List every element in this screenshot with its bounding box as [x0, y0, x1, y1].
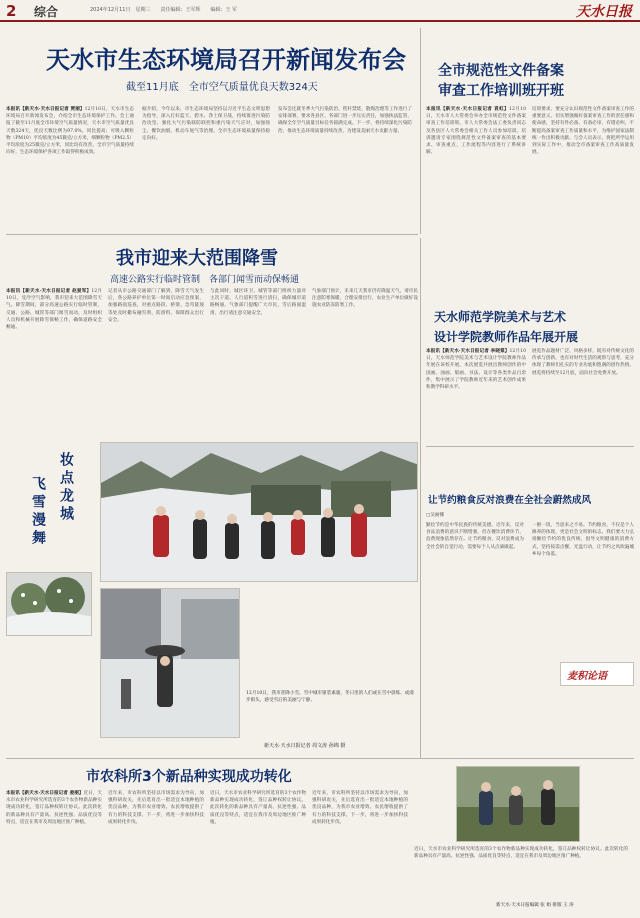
lead-body-col3: 发布会还就冬季大气污染防治、秸秆禁烧、散煤治理等工作进行了安排部署，要求各县区、各部门进一步压实责任，加强执法监管，确保全年空气质量目标任务圆满完成。下一步，将持续深化污染防治，推动生态环境质量持续改善，为建设美丽天水贡献力量。	[278, 107, 412, 134]
art-headline-line1: 天水师范学院美术与艺术	[434, 310, 567, 324]
editorial	[426, 450, 634, 758]
snow-photo-small-left	[6, 572, 92, 636]
column-badge-text: 麦积论语	[567, 671, 607, 682]
newspaper-logo: 天水日报	[576, 4, 632, 20]
editorial-body-col2: 一粥一饭，当思来之不易。节约粮食，不仅是个人修养的体现，更是社会文明的标志。我们要大力弘扬勤俭节约的优良传统，倡导文明健康的消费方式，坚持按需点餐、光盘行动，让节约之风吹遍城乡每个角落。	[532, 523, 634, 557]
agri-body-col2: 近年来，市农科所坚持以市场需求为导向，加强科研攻关，先后选育出一批适宜本地种植的优良品种，为我市农业增效、农民增收提供了有力的科技支撑。下一步，将进一步加快科技成果转化步伐。	[108, 791, 204, 825]
column-badge	[560, 662, 634, 686]
art-body-col1: 本报讯【新天水·天水日报记者 李晓棠】12月10日，天水师范学院美术与艺术设计学院教师作品年展在该校开展。本次展览共展出教师创作的中国画、油画、版画、书法、设计等各类作品百余件，集中展示了学院教师近年来的艺术创作成果和教学科研水平。	[426, 349, 526, 391]
issue-meta: 2024年12月11日 星期三 责任编辑：王军辉 编辑：王 军	[90, 7, 238, 13]
snow-photo-large	[100, 442, 418, 582]
divider-horizontal-3	[6, 758, 634, 759]
snow-body-col2: 记者从市公路交通部门了解到，降雪天气发生后，各公路养护单位第一时间启动应急预案，加强路面巡查，对重点路段、桥梁、急弯陡坡等处及时撒布融雪剂、防滑料，保障群众出行安全。	[108, 289, 204, 323]
divider-horizontal-2	[426, 446, 634, 447]
photo-credit: 新天水·天水日报记者 周文涛 孙锦 摄	[264, 743, 346, 749]
snow-photo-bottom	[100, 588, 240, 738]
masthead	[0, 0, 640, 22]
editorial-body-col1: 勤俭节约是中华民族的传统美德。近年来，反对食品浪费的意识不断增强，但在餐饮消费环节，浪费现象依然存在。让节约粮食、反对浪费成为全社会的自觉行动，需要每个人从点滴做起。	[426, 523, 524, 550]
page-credit: 新天水·天水日报编辑 张 娟 排版 王 涛	[496, 903, 574, 908]
lead-subhead: 截至11月底 全市空气质量优良天数324天	[126, 82, 318, 93]
snow-body-col1: 本报讯【新天水·天水日报记者 赵爱军】12月10日，受冷空气影响，我市迎来大范围降雪天气。降雪期间，部分高速公路实行临时管制，交通、公路、城管等部门闻雪而动，及时组织人员和机械开展除雪保畅工作，确保道路安全畅通。	[6, 289, 102, 331]
docs-body-col1: 本报讯【新天水·天水日报记者 袁虹】12月10日，天水市人大常委会举办全市规范性文件备案审查工作培训班。市人大常委会法工委负责同志及各县区人大常委会相关工作人员参加培训。培训邀请专家围绕规范性文件备案审查的基本要求、审查重点、工作流程等内容进行了系统讲解。	[426, 107, 526, 156]
verse-box	[6, 448, 94, 568]
divider-vertical-mid	[420, 238, 421, 758]
lead-body-col1: 本报讯【新天水·天水日报记者 贾丽】12月10日，天水市生态环境局召开新闻发布会，介绍全市生态环境保护工作。会上通报了截至11月底全市环境空气质量情况，天水市空气质量优良天数324天，优良天数比例为97.0%，同比提高；可吸入颗粒物（PM10）平均浓度为45微克/立方米，细颗粒物（PM2.5）平均浓度为25微克/立方米，同比均有改善。全市空气质量持续向好，生态环境保护各项工作取得积极成效。	[6, 107, 134, 156]
agri-body-col3: 近日，天水市农业科学研究所选育的3个农作物新品种实现成功转化，签订品种权转让协议。此次转化的新品种具有产量高、抗逆性强、品质优良等特点，适宜在我市及周边地区推广种植。	[210, 791, 306, 825]
snow-body-col4: 气象部门预计，未来几天我市仍有降温天气，请市民注意防寒保暖，合理安排出行，农业生产单位做好设施农业防冻防寒工作。	[312, 289, 418, 309]
agri-headline: 市农科所3个新品种实现成功转化	[86, 769, 292, 785]
page-number: 2	[6, 2, 17, 20]
lead-story	[6, 28, 416, 204]
editorial-headline: 让节约粮食反对浪费在全社会蔚然成风	[428, 495, 592, 506]
art-headline-line2: 设计学院教师作品年展开展	[434, 330, 579, 344]
agri-body-col5: 近日，天水市农业科学研究所选育的3个农作物新品种实现成功转化，签订品种权转让协议。此次转化的新品种具有产量高、抗逆性强、品质优良等特点，适宜在我市及周边地区推广种植。	[414, 847, 628, 860]
verse-right: 妆点龙城	[58, 452, 74, 524]
art-body-col2: 展览作品题材广泛、风格多样，既有对传统文化的传承与创新，也有对时代生活的观察与思考，充分体现了教师们扎实的专业功底和饱满的创作热情。展览将持续至12月底，面向社会免费开放。	[532, 349, 634, 376]
photo-caption: 12月10日，我市普降小雪。雪中城市银装素裹，冬日里的人们或在雪中晨练、或漫步街头，感受雪后的美丽与宁静。	[246, 691, 414, 703]
docs-headline-line2: 审查工作培训班开班	[438, 83, 564, 99]
agri-photo	[456, 766, 580, 842]
lead-body-col2: 据介绍，今年以来，市生态环境局坚持以习近平生态文明思想为指导，深入打好蓝天、碧水、净土保卫战，持续推进污染防治攻坚，强化大气污染联防联控和重污染天气应对，加强扬尘、餐饮油烟、机动车尾气等治理，全市生态环境质量保持稳定向好。	[142, 107, 270, 141]
agri-story	[6, 762, 634, 912]
section-label: 综合	[34, 5, 59, 19]
docs-story	[426, 28, 634, 236]
art-story	[426, 300, 634, 440]
divider-vertical-top	[420, 28, 421, 234]
docs-headline-line1: 全市规范性文件备案	[438, 63, 564, 79]
docs-body-col2: 培训要求，要充分认识规范性文件备案审查工作的重要意义，切实增强做好备案审查工作的责任感和使命感，坚持有件必备、有备必审、有错必纠，不断提高备案审查工作质量和水平，为维护国家法制统一作出积极贡献。与会人员表示，将把所学运用到实际工作中，推动全市备案审查工作高质量发展。	[532, 107, 634, 156]
snow-subhead: 高速公路实行临时管制 各部门闻雪而动保畅通	[110, 275, 300, 285]
snow-body-col3: 与此同时，城区环卫、城管等部门组织力量对主次干道、人行道积雪进行清扫，确保城市道路畅通。气象部门提醒广大市民，雪后路面湿滑，出行请注意交通安全。	[210, 289, 306, 316]
snow-headline: 我市迎来大范围降雪	[116, 248, 278, 269]
lead-headline: 天水市生态环境局召开新闻发布会	[46, 46, 406, 74]
agri-body-col1: 本报讯【新天水·天水日报记者 姜丽】近日，天水市农业科学研究所选育的3个农作物新品种实现成功转化，签订品种权转让协议。此次转化的新品种具有产量高、抗逆性强、品质优良等特点，适宜在我市及周边地区推广种植。	[6, 791, 102, 825]
divider-horizontal-1	[6, 234, 418, 235]
editorial-author: □吴丽娜	[426, 513, 445, 518]
agri-body-col4: 近年来，市农科所坚持以市场需求为导向，加强科研攻关，先后选育出一批适宜本地种植的优良品种，为我市农业增效、农民增收提供了有力的科技支撑。下一步，将进一步加快科技成果转化步伐。	[312, 791, 408, 825]
verse-left: 飞雪漫舞	[30, 476, 46, 548]
